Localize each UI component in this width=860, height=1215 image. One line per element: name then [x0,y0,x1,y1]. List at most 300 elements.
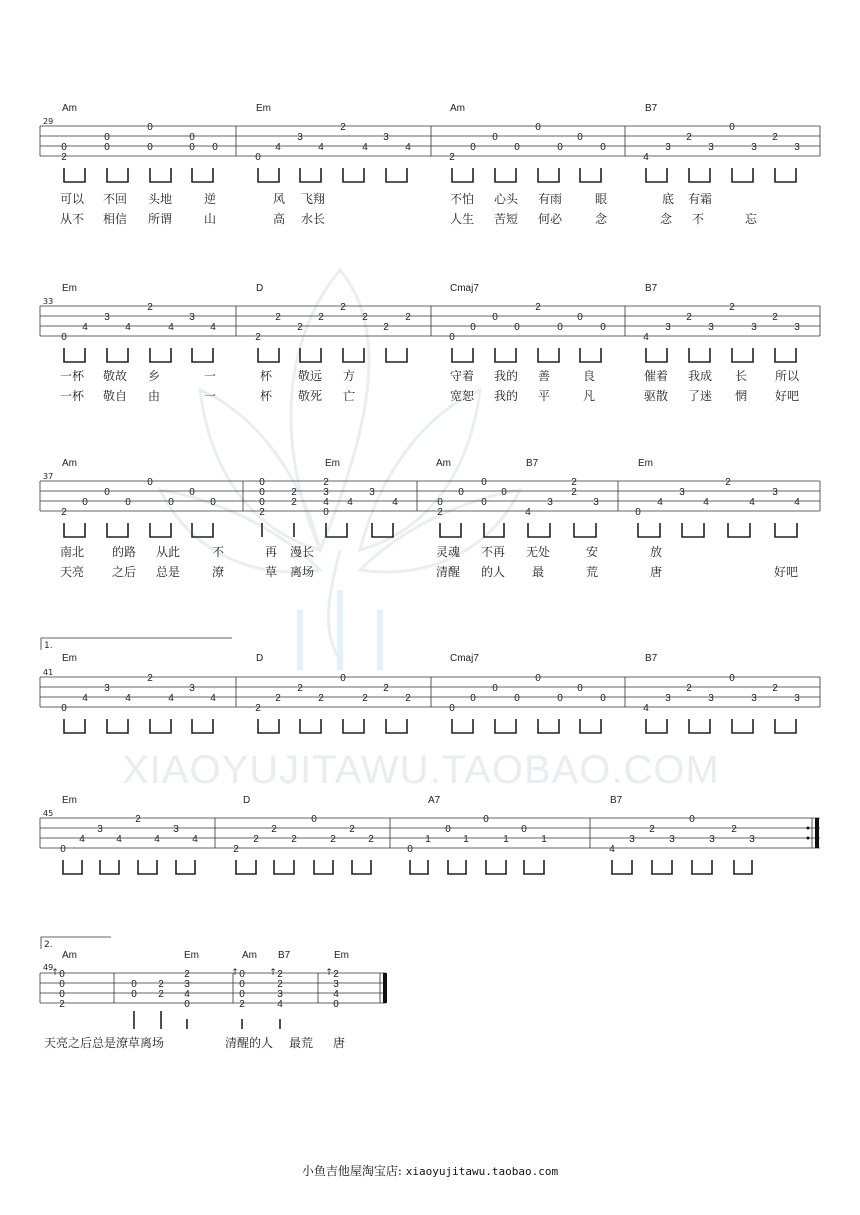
bar-number: 45 [43,809,54,818]
svg-text:0: 0 [577,132,583,143]
svg-text:↑: ↑ [325,968,333,978]
lyric: 一 [204,389,217,403]
ending-label: 1. [44,641,53,651]
svg-text:2: 2 [571,487,577,498]
lyric: 良 [583,369,596,383]
svg-text:0: 0 [104,142,110,153]
svg-text:4: 4 [643,332,649,343]
lyric: 眼 [595,192,608,206]
svg-text:4: 4 [643,703,649,714]
lyric: 一杯 [60,369,85,383]
svg-text:0: 0 [189,132,195,143]
svg-text:0: 0 [635,507,641,518]
svg-text:4: 4 [392,497,398,508]
svg-text:4: 4 [643,152,649,163]
lyric: 平 [538,389,551,403]
svg-text:0: 0 [323,507,329,518]
lyric: 一 [204,369,217,383]
svg-text:0: 0 [689,814,695,825]
lyric: 不 [212,545,225,559]
lyric: 好吧 [774,565,799,579]
lyric: 漫长 [290,545,315,559]
lyric: 不回 [103,192,128,206]
chord-label: Am [436,458,451,469]
svg-text:4: 4 [82,322,88,333]
svg-text:3: 3 [369,487,375,498]
svg-text:0: 0 [189,487,195,498]
lyric: 敬死 [298,389,323,403]
footer [0,1162,860,1179]
svg-text:3: 3 [794,693,800,704]
lyric: 一杯 [60,389,85,403]
svg-text:4: 4 [525,507,531,518]
svg-text:0: 0 [557,693,563,704]
lyric: 唐 [333,1036,346,1050]
svg-text:4: 4 [116,834,122,845]
svg-text:0: 0 [259,477,265,488]
svg-text:0: 0 [189,142,195,153]
svg-text:4: 4 [125,322,131,333]
svg-text:0: 0 [557,322,563,333]
svg-text:3: 3 [772,487,778,498]
svg-text:3: 3 [708,322,714,333]
svg-text:0: 0 [147,142,153,153]
svg-text:4: 4 [168,322,174,333]
svg-text:↑: ↑ [269,968,277,978]
svg-text:1: 1 [425,834,431,845]
chord-label: Am [242,950,257,961]
svg-text:3: 3 [794,322,800,333]
lyric: 逆 [204,192,217,206]
svg-text:0: 0 [407,844,413,855]
lyric: 人生 [450,212,475,226]
svg-text:4: 4 [192,834,198,845]
svg-text:2: 2 [255,332,261,343]
svg-text:0: 0 [514,322,520,333]
chord-label: Cmaj7 [450,283,479,294]
svg-text:0: 0 [259,487,265,498]
svg-text:0: 0 [311,814,317,825]
svg-text:2: 2 [772,312,778,323]
svg-text:3: 3 [323,487,329,498]
svg-text:2: 2 [255,703,261,714]
svg-text:0: 0 [521,824,527,835]
lyric: 天亮 [60,565,85,579]
svg-text:2: 2 [135,814,141,825]
svg-text:3: 3 [708,142,714,153]
chord-label: D [256,283,264,294]
svg-text:0: 0 [600,693,606,704]
svg-text:0: 0 [535,122,541,133]
second-ending-bracket [0,935,120,955]
svg-text:2: 2 [277,979,283,990]
svg-text:0: 0 [147,477,153,488]
lyric: 所谓 [148,212,173,226]
svg-text:3: 3 [708,693,714,704]
svg-text:0: 0 [729,122,735,133]
svg-text:2: 2 [291,487,297,498]
svg-text:4: 4 [794,497,800,508]
svg-text:2: 2 [59,999,65,1010]
svg-text:4: 4 [657,497,663,508]
svg-text:3: 3 [383,132,389,143]
lyric: 最 [532,565,545,579]
svg-text:0: 0 [59,979,65,990]
lyric: 守着 [450,369,475,383]
lyric: 从此 [156,545,181,559]
svg-text:2: 2 [383,322,389,333]
svg-text:3: 3 [277,989,283,1000]
svg-text:2: 2 [61,507,67,518]
svg-text:0: 0 [168,497,174,508]
chord-label: B7 [526,458,539,469]
svg-text:0: 0 [557,142,563,153]
lyric: 凡 [583,389,596,403]
lyric: 灵魂 [436,545,461,559]
svg-text:↑: ↑ [51,968,59,978]
bar-number: 29 [43,117,54,126]
bar-number: 37 [43,472,54,481]
svg-text:3: 3 [669,834,675,845]
svg-text:2: 2 [158,979,164,990]
chord-label: Em [184,950,199,961]
svg-text:0: 0 [333,999,339,1010]
lyric: 乡 [148,369,161,383]
svg-text:1: 1 [463,834,469,845]
svg-text:2: 2 [184,969,190,980]
svg-text:0: 0 [437,497,443,508]
svg-text:2: 2 [571,477,577,488]
lyric: 山 [204,212,217,226]
lyric: 不 [692,212,705,226]
chord-label: Em [334,950,349,961]
chord-label: D [243,795,251,806]
lyric: 念 [595,212,608,226]
svg-text:0: 0 [514,693,520,704]
lyric: 清醒的人 [225,1036,274,1050]
svg-text:0: 0 [147,122,153,133]
lyric: 敬故 [103,369,128,383]
svg-text:0: 0 [104,132,110,143]
svg-text:2: 2 [291,497,297,508]
svg-text:2: 2 [297,322,303,333]
lyric: 从不 [60,212,85,226]
svg-text:3: 3 [665,322,671,333]
svg-text:0: 0 [445,824,451,835]
svg-text:2: 2 [729,302,735,313]
lyric: 高 [273,212,286,226]
svg-text:3: 3 [173,824,179,835]
chord-label: B7 [645,283,658,294]
svg-text:2: 2 [340,122,346,133]
svg-text:0: 0 [535,673,541,684]
svg-text:2: 2 [368,834,374,845]
svg-text:4: 4 [405,142,411,153]
lyric: 心头 [494,192,519,206]
svg-text:0: 0 [577,312,583,323]
chord-label: Em [62,653,77,664]
svg-text:2: 2 [158,989,164,1000]
svg-text:2: 2 [649,824,655,835]
chord-label: B7 [278,950,291,961]
svg-text:0: 0 [470,693,476,704]
tab-staff [0,300,860,370]
svg-text:0: 0 [577,683,583,694]
svg-text:2: 2 [147,673,153,684]
svg-text:1: 1 [503,834,509,845]
chord-label: Am [62,103,77,114]
svg-text:3: 3 [104,683,110,694]
lyric: 好吧 [775,389,800,403]
svg-text:2: 2 [340,302,346,313]
lyric: 方 [343,369,356,383]
svg-text:3: 3 [751,142,757,153]
lyric: 清醒 [436,565,461,579]
svg-text:4: 4 [323,497,329,508]
svg-text:2: 2 [275,312,281,323]
svg-text:3: 3 [97,824,103,835]
svg-text:0: 0 [340,673,346,684]
svg-text:0: 0 [59,969,65,980]
lyric: 我成 [688,369,713,383]
svg-text:0: 0 [125,497,131,508]
svg-text:0: 0 [82,497,88,508]
lyric: 有雨 [538,192,563,206]
svg-text:0: 0 [492,312,498,323]
lyric: 忘 [745,212,758,226]
chord-label: A7 [428,795,441,806]
svg-text:2: 2 [535,302,541,313]
svg-text:2: 2 [362,312,368,323]
bar-number: 33 [43,297,54,306]
lyric: 善 [538,369,551,383]
svg-text:0: 0 [470,142,476,153]
svg-text:4: 4 [79,834,85,845]
lyric: 苦短 [494,212,519,226]
ending-label: 2. [44,940,53,950]
svg-text:2: 2 [333,969,339,980]
footer-url: xiaoyujitawu.taobao.com [405,1165,559,1178]
svg-text:3: 3 [184,979,190,990]
svg-text:0: 0 [481,477,487,488]
watermark-text: XIAOYUJITAWU.TAOBAO.COM [122,748,720,792]
svg-text:4: 4 [210,693,216,704]
svg-text:0: 0 [514,142,520,153]
chord-label: B7 [610,795,623,806]
svg-text:3: 3 [679,487,685,498]
svg-text:0: 0 [239,989,245,1000]
svg-text:2: 2 [275,693,281,704]
lyric: 惘 [735,389,748,403]
svg-text:2: 2 [233,844,239,855]
lyric: 无处 [526,545,551,559]
svg-text:0: 0 [481,497,487,508]
lyric: 总是 [156,565,181,579]
svg-text:3: 3 [547,497,553,508]
svg-text:3: 3 [749,834,755,845]
svg-text:3: 3 [751,693,757,704]
svg-text:3: 3 [665,142,671,153]
svg-text:0: 0 [104,487,110,498]
lyric: 底 [662,192,675,206]
svg-text:3: 3 [189,312,195,323]
svg-text:0: 0 [449,703,455,714]
first-ending-bracket [0,636,240,656]
svg-text:4: 4 [347,497,353,508]
footer-shop-label: 小鱼吉他屋淘宝店: [301,1164,406,1178]
svg-text:2: 2 [383,683,389,694]
svg-text:0: 0 [501,487,507,498]
svg-text:0: 0 [61,703,67,714]
lyric: 再 [265,545,278,559]
svg-text:2: 2 [318,693,324,704]
svg-text:4: 4 [277,999,283,1010]
svg-text:4: 4 [168,693,174,704]
svg-text:0: 0 [61,332,67,343]
lyric: 由 [148,389,161,403]
svg-text:2: 2 [772,132,778,143]
svg-text:2: 2 [405,312,411,323]
svg-text:0: 0 [458,487,464,498]
lyric: 杯 [260,369,273,383]
chord-label: Em [638,458,653,469]
svg-text:4: 4 [154,834,160,845]
svg-text:3: 3 [104,312,110,323]
svg-text:4: 4 [362,142,368,153]
lyric: 敬远 [298,369,323,383]
lyric: 有霜 [688,192,713,206]
svg-text:4: 4 [210,322,216,333]
svg-text:2: 2 [686,683,692,694]
svg-text:0: 0 [210,497,216,508]
lyric: 草 [265,565,278,579]
chord-label: Am [450,103,465,114]
lyric: 催着 [644,369,669,383]
svg-text:0: 0 [600,142,606,153]
lyric: 的人 [481,565,506,579]
lyric: 之后 [112,565,137,579]
svg-text:2: 2 [147,302,153,313]
svg-text:2: 2 [330,834,336,845]
lyric: 安 [586,545,599,559]
svg-text:3: 3 [189,683,195,694]
lyric: 天亮之后总是潦草离场 [44,1036,165,1050]
svg-text:2: 2 [362,693,368,704]
chord-label: Am [62,950,77,961]
lyric: 所以 [775,369,800,383]
tab-staff [0,671,860,741]
svg-text:2: 2 [318,312,324,323]
svg-text:0: 0 [470,322,476,333]
svg-text:2: 2 [405,693,411,704]
svg-text:2: 2 [731,824,737,835]
lyric: 不怕 [450,192,475,206]
svg-text:4: 4 [82,693,88,704]
lyric: 风 [273,192,286,206]
svg-text:3: 3 [593,497,599,508]
lyric: 长 [735,369,748,383]
tab-staff [0,120,860,200]
svg-text:4: 4 [333,989,339,1000]
svg-text:2: 2 [291,834,297,845]
lyric: 我的 [494,369,519,383]
tab-staff [0,475,860,545]
lyric: 杯 [260,389,273,403]
svg-text:4: 4 [609,844,615,855]
svg-text:0: 0 [492,683,498,694]
svg-text:2: 2 [271,824,277,835]
svg-text:4: 4 [125,693,131,704]
svg-text:0: 0 [239,969,245,980]
svg-text:0: 0 [729,673,735,684]
svg-text:0: 0 [483,814,489,825]
svg-text:3: 3 [665,693,671,704]
svg-text:4: 4 [318,142,324,153]
chord-label: Am [62,458,77,469]
svg-text:0: 0 [239,979,245,990]
chord-label: Em [325,458,340,469]
svg-text:↑: ↑ [231,968,239,978]
svg-text:2: 2 [437,507,443,518]
lyric: 头地 [148,192,173,206]
tab-staff [0,967,400,1037]
lyric: 念 [660,212,673,226]
lyric: 宽恕 [450,389,475,403]
bar-number: 49 [43,963,54,972]
lyric: 放 [650,545,663,559]
svg-text:0: 0 [59,989,65,1000]
tab-staff [0,812,860,882]
lyric: 亡 [343,389,356,403]
lyric: 可以 [60,192,85,206]
lyric: 了迷 [688,389,713,403]
lyric: 敬自 [103,389,128,403]
chord-label: B7 [645,653,658,664]
svg-text:4: 4 [749,497,755,508]
lyric: 潦 [212,565,225,579]
lyric: 荒 [586,565,599,579]
svg-text:0: 0 [131,989,137,1000]
svg-text:3: 3 [333,979,339,990]
svg-text:4: 4 [703,497,709,508]
svg-text:2: 2 [259,507,265,518]
lyric: 唐 [650,565,663,579]
lyric: 飞翔 [301,192,326,206]
svg-text:0: 0 [449,332,455,343]
svg-text:2: 2 [277,969,283,980]
svg-text:3: 3 [709,834,715,845]
svg-text:2: 2 [323,477,329,488]
svg-text:0: 0 [131,979,137,990]
lyric: 我的 [494,389,519,403]
chord-label: B7 [645,103,658,114]
chord-label: Cmaj7 [450,653,479,664]
svg-text:2: 2 [61,152,67,163]
chord-label: Em [256,103,271,114]
lyric: 南北 [60,545,85,559]
svg-text:2: 2 [297,683,303,694]
chord-label: Em [62,283,77,294]
svg-text:0: 0 [61,142,67,153]
chord-label: D [256,653,264,664]
svg-text:0: 0 [492,132,498,143]
svg-text:0: 0 [600,322,606,333]
lyric: 不再 [481,545,506,559]
svg-text:0: 0 [60,844,66,855]
svg-text:1: 1 [541,834,547,845]
lyric: 驱散 [644,389,669,403]
svg-text:0: 0 [259,497,265,508]
